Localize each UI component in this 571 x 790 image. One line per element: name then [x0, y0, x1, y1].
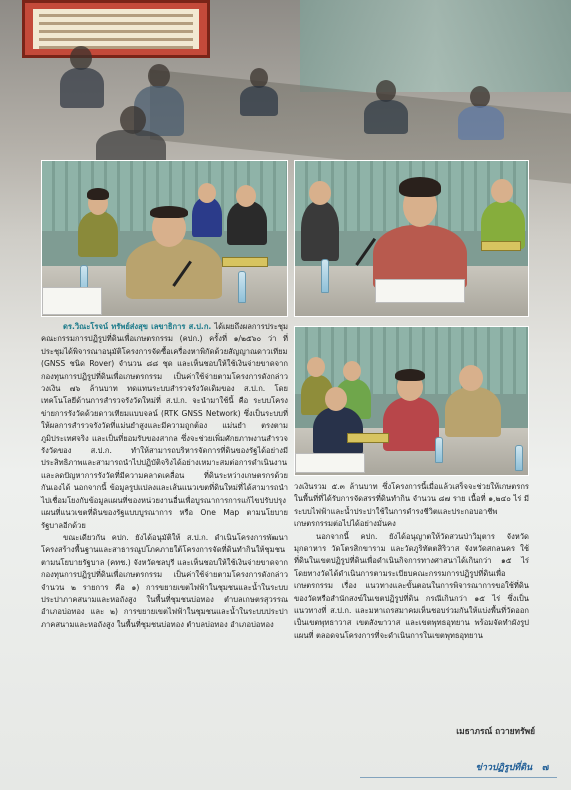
background-attendee: [70, 46, 92, 70]
article-paragraph-3-text: วงเงินรวม ๕.๓ ล้านบาท ซึ่งโครงการนี้เมื่อแล้วเสร็จจะช่วยให้เกษตรกรในพื้นที่ที่ได้รับการจัดสรรที่ดินทำกิน จำนวน ๘๗ ราย เนื้อที่ ๑,๒๔๐ ไร่ มีระบบไฟฟ้าและน้ำประปาใช้ในการดำรงชีวิตและประกอบอาชีพเกษตรกรรมต่อไปได้อย่างมั่นคง: [294, 482, 529, 529]
article-paragraph-1: [41, 321, 288, 532]
article-paragraph-2: [41, 532, 288, 631]
article-paragraph-2-text: ขณะเดียวกัน คปก. ยังได้อนุมัติให้ ส.ป.ก. ดำเนินโครงการพัฒนาโครงสร้างพื้นฐานและสาธารณูปโภคภายใต้โครงการจัดที่ดินทำกินให้ชุมชนตามนโยบายรัฐบาล (คทช.) จังหวัดชลบุรี และเห็นชอบให้ใช้เงินจ่ายขาดจากกองทุนการปฏิรูปที่ดินเพื่อเกษตรกรรม เป็นค่าใช้จ่ายตามโครงการดังกล่าว จำนวน ๒ รายการ คือ ๑) การขยายเขตไฟฟ้าในชุมชนและน้ำในระบบประปาภาคสนามและหอถังสูง ในพื้นที่ชุมชนบ่อทอง ตำบลเกษตรสุวรรณ อำเภอบ่อทอง และ ๒) การขยายเขตไฟฟ้าในชุมชนและน้ำในระบบประปาภาคสนามและหอถังสูง ในพื้นที่ชุมชนบ่อทอง ตำบลบ่อทอง อำเภอบ่อทอง: [41, 532, 288, 629]
background-attendee: [470, 86, 490, 108]
meeting-photo-1: [41, 160, 288, 317]
background-attendee: [250, 68, 268, 88]
background-attendee: [148, 64, 170, 88]
background-window: [300, 0, 571, 92]
article-paragraph-3: [294, 481, 529, 531]
article-lead-name: ดร.วิณะโรจน์ ทรัพย์ส่งสุข เลขาธิการ ส.ป.ก.: [63, 322, 212, 331]
page-footer: [476, 760, 549, 774]
meeting-photo-3: [294, 326, 529, 476]
background-attendee-body: [60, 68, 104, 108]
background-attendee: [376, 80, 396, 102]
meeting-photo-2: [294, 160, 529, 317]
footer-page-number: ๗: [542, 763, 549, 773]
author-signature: เมธาภรณ์ ถวายทรัพย์: [456, 726, 535, 736]
article-column-right: [294, 481, 529, 642]
article-paragraph-4: [294, 531, 529, 643]
background-attendee-body: [458, 106, 504, 140]
background-attendee-body: [364, 100, 408, 134]
footer-rule: [360, 777, 557, 778]
article-column-left: [41, 321, 288, 631]
background-sign: [22, 0, 210, 58]
footer-magazine-name: ข่าวปฏิรูปที่ดิน: [475, 763, 533, 773]
background-attendee-body: [240, 86, 278, 116]
article-paragraph-1-text: ได้เผยถึงผลการประชุมคณะกรรมการปฏิรูปที่ดินเพื่อเกษตรกรรม (คปก.) ครั้งที่ ๑/๒๕๖๐ ว่า ที่ประชุมได้พิจารณาอนุมัติโครงการจัดซื้อเครื่องหาพิกัดด้วยสัญญาณดาวเทียม (GNSS ชนิด Rover) จำนวน ๘๘ ชุด และเห็นชอบให้ใช้เงินจ่ายขาดจากกองทุนการปฏิรูปที่ดินเพื่อเกษตรกรรม เป็นค่าใช้จ่ายตามโครงการดังกล่าว วงเงิน ๗๖ ล้านบาท ทดแทนระบบสำรวจรังวัดเดิมของ ส.ป.ก. โดยเทคโนโลยีด้านการสำรวจรังวัดใหม่ที่ ส.ป.ก. จะนำมาใช้นี้ คือ ระบบโครงข่ายการรังวัดด้วยดาวเทียมแบบจลน์ (RTK GNSS Network) ซึ่งเป็นระบบที่ให้ผลการสำรวจรังวัดที่แม่นยำสูงและมีความถูกต้อง แม่นยำ ตรงตามภูมิประเทศจริง และเป็นที่ยอมรับของสากล ซึ่งจะช่วยเพิ่มศักยภาพงานสำรวจรังวัดของ ส.ป.ก. ทำให้สามารถบริหารจัดการที่ดินของรัฐได้อย่างมีประสิทธิภาพและสามารถนำไปปฏิบัติจริงได้อย่างเหมาะสมต่อการดำเนินงานและลดปัญหาการรังวัดที่มีความคลาดเคลื่อน ที่ดินระหว่างเกษตรกรด้วยกันเองได้ นอกจากนี้ ข้อมูลรูปแปลงและเส้นแนวเขตที่ดินใหม่ที่ได้สามารถนำไปเชื่อมโยงกับข้อมูลแผนที่ของหน่วยงานอื่นเพื่อบูรณาการการแก้ไขปรับปรุงแผนที่แนวเขตที่ดินของรัฐแบบบูรณาการ หรือ One Map ตามนโยบายรัฐบาลอีกด้วย: [41, 322, 288, 530]
article-paragraph-4-text: นอกจากนี้ คปก. ยังได้อนุญาตให้วัดสวนป่าวิมุตาร จังหวัดมุกดาหาร วัดโตรสิกขาราม และวัดภูริทัตตสิริวาส จังหวัดสกลนคร ใช้ที่ดินในเขตปฏิรูปที่ดินเพื่อดำเนินกิจการทางศาสนาได้เกินกว่า ๑๕ ไร่ โดยทางวัดได้ดำเนินการตามระเบียบคณะกรรมการปฏิรูปที่ดินเพื่อเกษตรกรรม เรื่อง แนวทางและขั้นตอนในการพิจารณาการขอใช้ที่ดินของวัดหรือสำนักสงฆ์ในเขตปฏิรูปที่ดิน กรณีเกินกว่า ๑๕ ไร่ ซึ่งเป็นแนวทางที่ ส.ป.ก. และมหาเถรสมาคมเห็นชอบร่วมกันให้แบ่งพื้นที่วัดออกเป็นเขตพุทธาวาส เขตสังฆาวาส และเขตพุทธอุทยาน พร้อมจัดทำผังรูปแผนที่ ตลอดจนโครงการที่จะดำเนินการในเขตพุทธอุทยาน: [294, 531, 529, 640]
